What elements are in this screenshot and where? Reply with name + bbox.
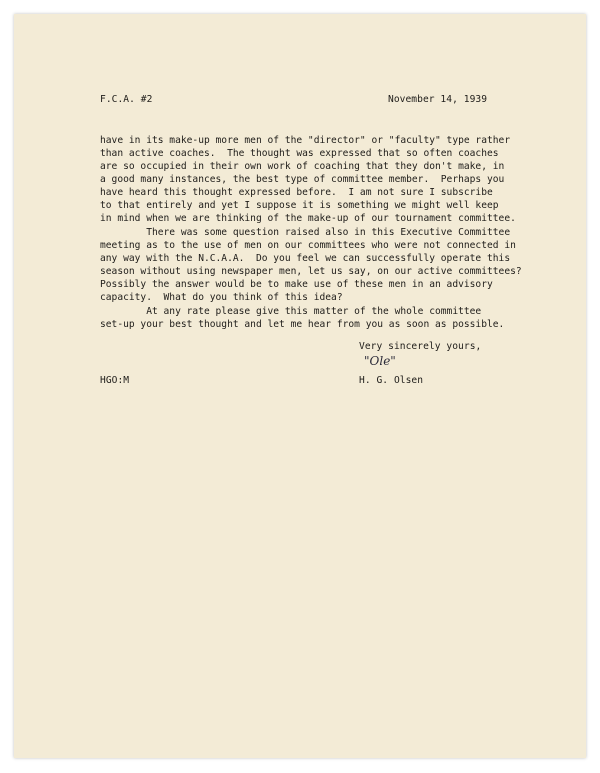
text-line: are so occupied in their own work of coaching that they don't make, in xyxy=(100,161,505,172)
handwritten-signature: "Ole" xyxy=(364,354,396,368)
text-line: season without using newspaper men, let us say, on our active committees? xyxy=(100,266,522,277)
text-line: than active coaches. The thought was expressed that so often coaches xyxy=(100,148,499,159)
closing-salutation: Very sincerely yours, xyxy=(359,341,482,352)
text-line: At any rate please give this matter of the whole committee xyxy=(100,306,482,317)
text-line: set-up your best thought and let me hear from you as soon as possible. xyxy=(100,319,505,330)
text-line: in mind when we are thinking of the make-up of our tournament committee. xyxy=(100,213,516,224)
text-line: meeting as to the use of men on our committees who were not connected in xyxy=(100,240,516,251)
text-line: to that entirely and yet I suppose it is something we might well keep xyxy=(100,200,499,211)
typist-initials: HGO:M xyxy=(100,375,130,386)
text-line: Possibly the answer would be to make use of these men in an advisory xyxy=(100,279,493,290)
letter-page xyxy=(14,14,586,758)
text-line: capacity. What do you think of this idea? xyxy=(100,292,343,303)
letter-date: November 14, 1939 xyxy=(388,94,488,105)
text-line: have in its make-up more men of the "director" or "faculty" type rather xyxy=(100,135,511,146)
text-line: a good many instances, the best type of committee member. Perhaps you xyxy=(100,174,505,185)
page-reference: F.C.A. #2 xyxy=(100,94,153,105)
text-line: There was some question raised also in this Executive Committee xyxy=(100,227,511,238)
signer-name: H. G. Olsen xyxy=(359,375,424,386)
text-line: have heard this thought expressed before. I am not sure I subscribe xyxy=(100,187,493,198)
text-line: any way with the N.C.A.A. Do you feel we can successfully operate this xyxy=(100,253,511,264)
